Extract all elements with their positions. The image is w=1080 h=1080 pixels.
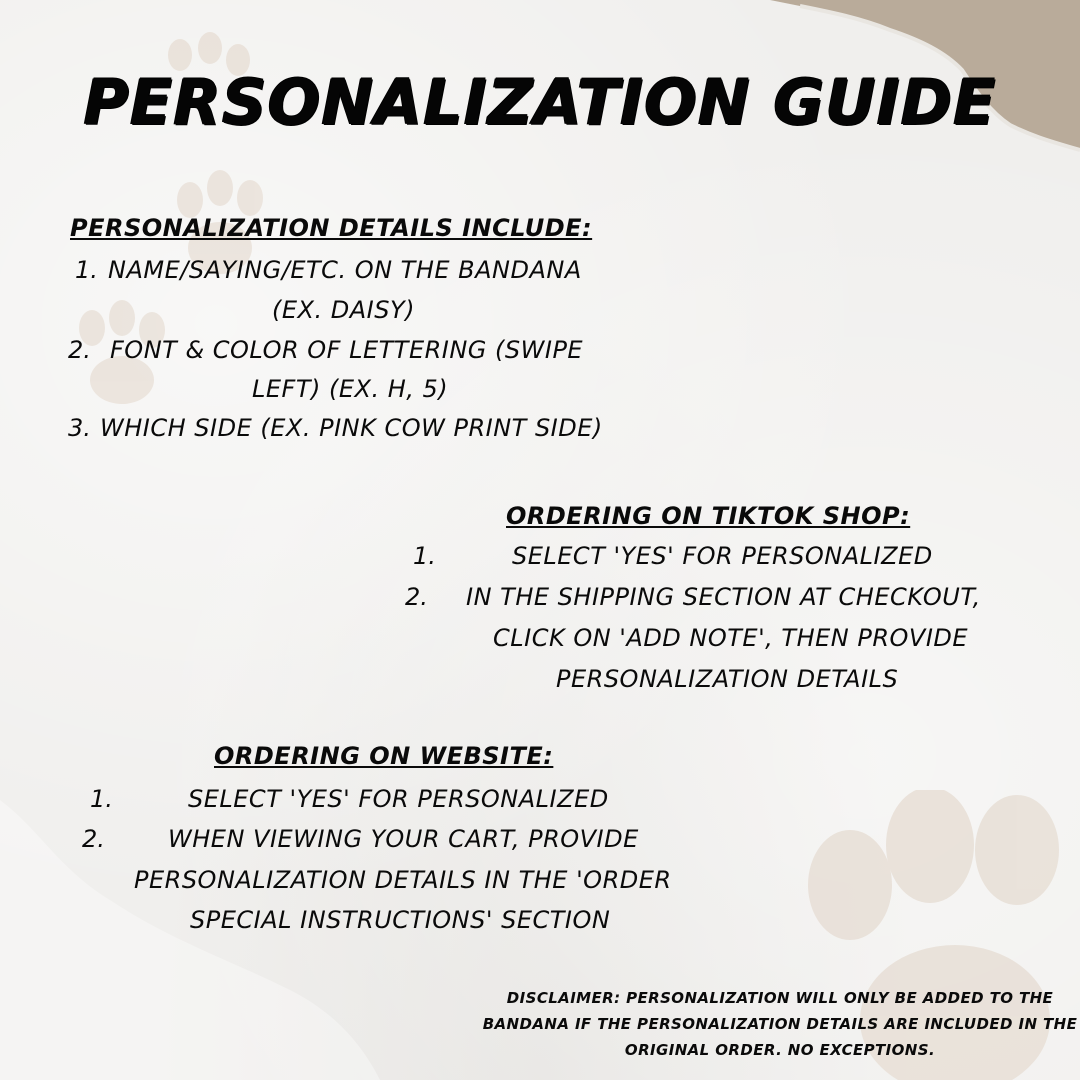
disclaimer-line: ORIGINAL ORDER. NO EXCEPTIONS. <box>624 1041 936 1059</box>
tiktok-item-number: 2. <box>405 583 428 611</box>
tiktok-item-number: 1. <box>413 542 436 570</box>
details-heading: PERSONALIZATION DETAILS INCLUDE: <box>70 214 593 242</box>
website-heading: ORDERING ON WEBSITE: <box>214 742 554 770</box>
details-item-line: FONT & COLOR OF LETTERING (SWIPE <box>110 336 584 364</box>
page-title: PERSONALIZATION GUIDE <box>83 66 997 139</box>
details-item-line: LEFT) (EX. H, 5) <box>252 375 449 403</box>
website-item-number: 2. <box>82 825 105 853</box>
details-item-number: 3. <box>68 414 91 442</box>
website-item-line: SPECIAL INSTRUCTIONS' SECTION <box>190 906 611 934</box>
details-item-line: NAME/SAYING/ETC. ON THE BANDANA <box>108 256 582 284</box>
website-item-line: SELECT 'YES' FOR PERSONALIZED <box>188 785 609 813</box>
disclaimer <box>480 985 1080 1063</box>
tiktok-item-line: IN THE SHIPPING SECTION AT CHECKOUT, <box>466 583 981 611</box>
details-item-number: 1. <box>75 256 98 284</box>
disclaimer-line: BANDANA IF THE PERSONALIZATION DETAILS ARE INCLUDED IN THE <box>482 1015 1078 1033</box>
details-item-number: 2. <box>68 336 91 364</box>
website-item-line: PERSONALIZATION DETAILS IN THE 'ORDER <box>134 866 672 894</box>
disclaimer-line: DISCLAIMER: PERSONALIZATION WILL ONLY BE ADDED TO THE <box>506 989 1054 1007</box>
tiktok-item-line: SELECT 'YES' FOR PERSONALIZED <box>512 542 933 570</box>
details-item-line: (EX. DAISY) <box>272 296 415 324</box>
tiktok-item-line: CLICK ON 'ADD NOTE', THEN PROVIDE <box>493 624 969 652</box>
website-item-number: 1. <box>90 785 113 813</box>
details-item-line: WHICH SIDE (EX. PINK COW PRINT SIDE) <box>100 414 603 442</box>
website-item-line: WHEN VIEWING YOUR CART, PROVIDE <box>168 825 639 853</box>
tiktok-item-line: PERSONALIZATION DETAILS <box>556 665 899 693</box>
tiktok-heading: ORDERING ON TIKTOK SHOP: <box>506 502 911 530</box>
